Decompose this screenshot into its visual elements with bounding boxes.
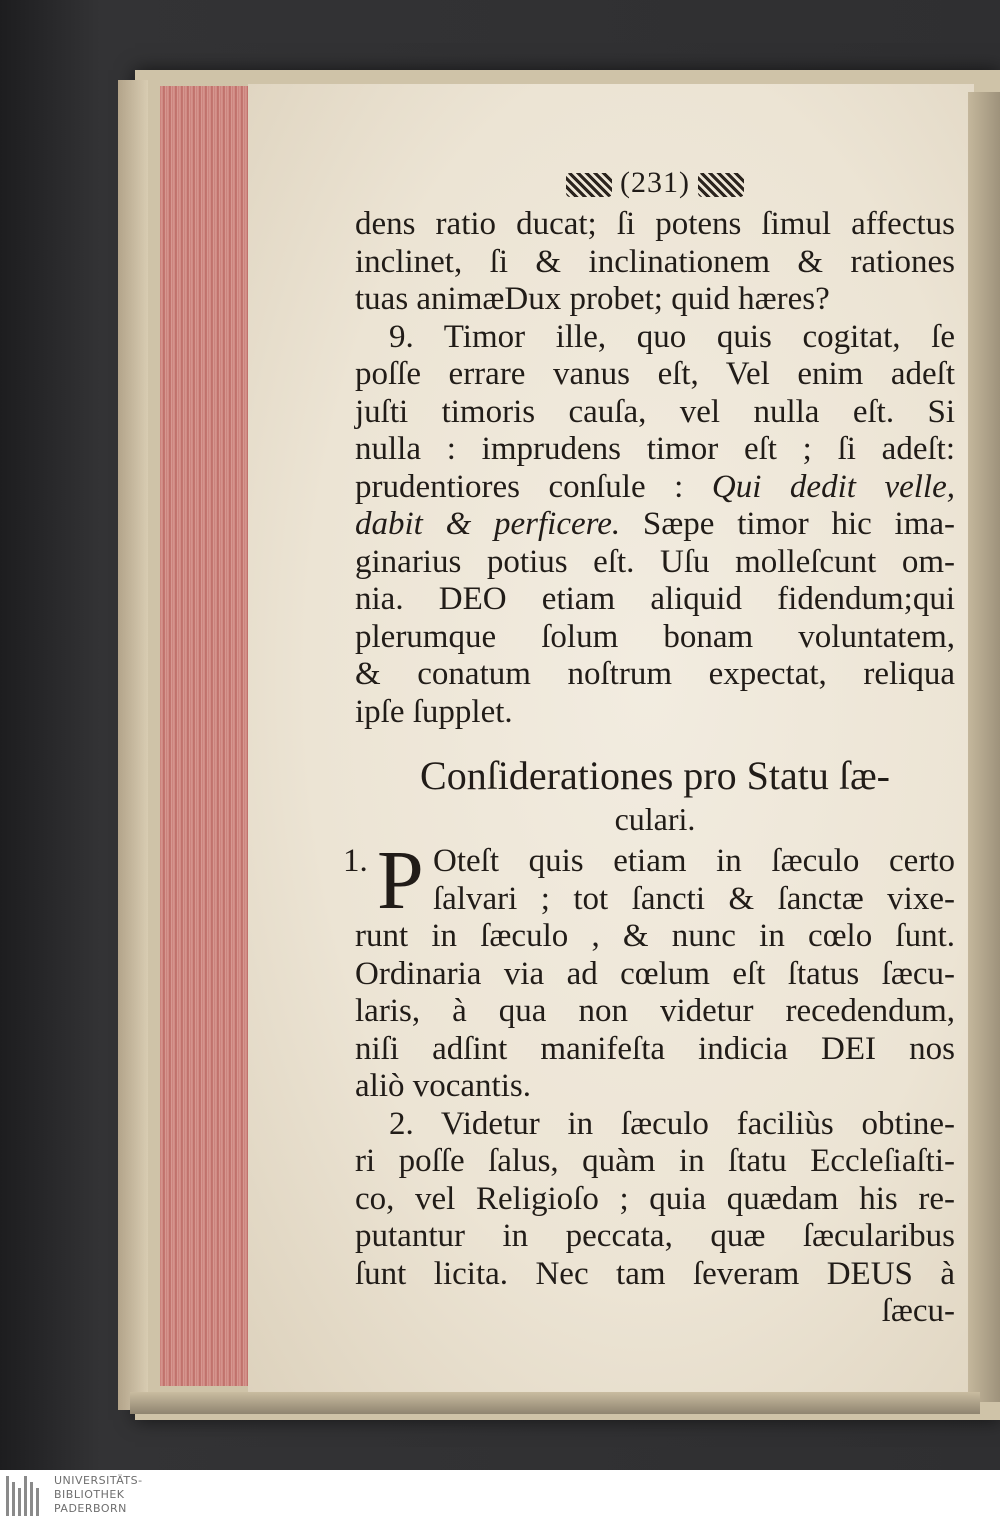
book-bottom-edge — [130, 1392, 980, 1414]
item-1 — [343, 834, 955, 1106]
library-name — [54, 1474, 143, 1516]
text-line: ſunt licita. Nec tam ſeveram DEUS à — [355, 1255, 955, 1292]
item-2 — [355, 1106, 955, 1331]
italic-quote: dabit & perficere. — [355, 506, 621, 542]
text-line: ri poſſe ſalus, quàm in ſtatu Eccleſiaſti- — [355, 1143, 955, 1179]
text-line: co, vel Religioſo ; quia quædam his re- — [355, 1180, 955, 1217]
text-line: 2. Videtur in ſæculo faciliùs obtine- — [389, 1105, 955, 1142]
text-line: & conatum noſtrum expectat, reliqua — [355, 656, 955, 692]
text-line: ginarius potius eſt. Uſu molleſcunt om- — [355, 543, 955, 580]
text-line: nia. DEO etiam aliquid fidendum;qui — [355, 581, 955, 617]
page-text — [343, 160, 956, 1331]
text-line — [343, 843, 955, 881]
text-segment: Sæpe timor hic ima- — [620, 506, 956, 542]
page-header — [355, 160, 955, 206]
text-line: nulla : imprudens timor eſt ; ſi adeſt: — [355, 431, 955, 467]
library-name-line: BIBLIOTHEK — [54, 1488, 125, 1501]
section-title: Conſiderationes pro Statu ſæ- — [420, 753, 890, 798]
text-line: plerumque ſolum bonam voluntatem, — [355, 618, 955, 655]
text-line: tuas animæDux probet; quid hæres? — [355, 281, 830, 317]
italic-quote: Qui dedit velle, — [711, 468, 955, 505]
text-line: dens ratio ducat; ſi potens ſimul affectus — [355, 206, 955, 242]
page-right-edge — [968, 92, 1000, 1402]
library-footer — [0, 1470, 1000, 1523]
library-logo-icon — [6, 1476, 46, 1516]
text-line: niſi adſint manifeſta indicia DEI nos — [355, 1030, 955, 1067]
text-line — [355, 506, 955, 544]
text-line: runt in ſæculo , & nunc in cœlo ſunt. — [355, 918, 955, 954]
paragraph-9 — [355, 319, 955, 732]
red-page-edges — [160, 86, 250, 1386]
section-title-continued: culari. — [614, 801, 696, 837]
cover-edge — [118, 80, 148, 1410]
text-line: ipſe ſupplet. — [355, 693, 513, 730]
text-line: laris, à qua non videtur recedendum, — [355, 993, 955, 1029]
library-name-line: PADERBORN — [54, 1502, 127, 1515]
text-line: Ordinaria via ad cœlum eſt ſtatus ſæcu- — [355, 955, 955, 992]
library-name-line: UNIVERSITÄTS- — [54, 1474, 143, 1487]
text-line: ſalvari ; tot ſancti & ſanctæ vixe- — [433, 880, 955, 917]
catchword: ſæcu- — [881, 1293, 955, 1329]
text-line: inclinet, ſi & inclinationem & rationes — [355, 243, 955, 280]
text-segment: Oteſt quis etiam in ſæculo certo — [433, 843, 955, 879]
text-line: aliò vocantis. — [355, 1068, 531, 1104]
item-number: 1. — [343, 843, 368, 879]
text-line: putantur in peccata, quæ ſæcularibus — [355, 1218, 955, 1254]
page-number: (231) — [620, 166, 690, 199]
ornament-right-icon — [698, 173, 744, 197]
text-line: 9. Timor ille, quo quis cogitat, ſe — [389, 318, 955, 355]
drop-capital: P — [377, 834, 424, 927]
text-line: juſti timoris cauſa, vel nulla eſt. Si — [355, 393, 955, 430]
text-line — [355, 469, 955, 507]
text-line: poſſe errare vanus eſt, Vel enim adeſt — [355, 356, 955, 392]
paragraph-continued — [355, 206, 955, 319]
ornament-left-icon — [566, 173, 612, 197]
text-segment: prudentiores conſule : — [355, 468, 712, 505]
